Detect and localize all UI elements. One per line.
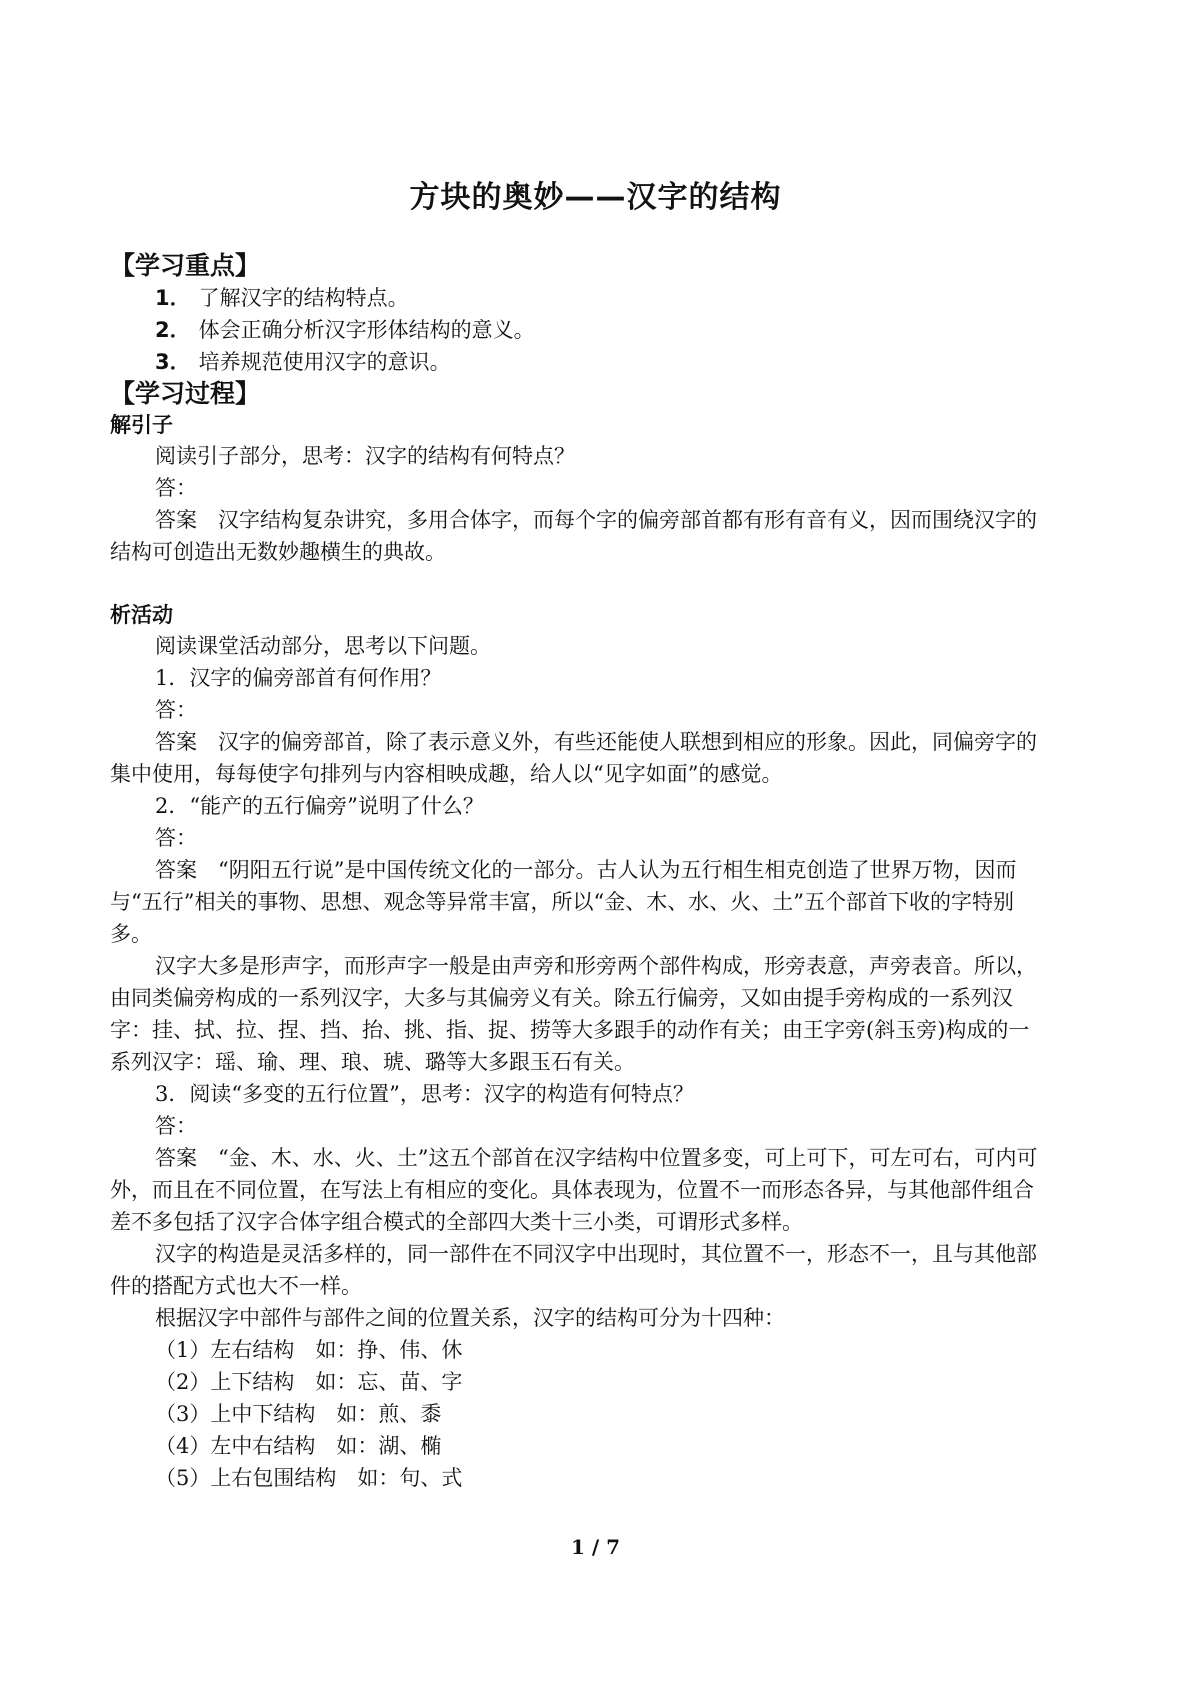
key-point-number: 2． — [155, 318, 191, 342]
key-point-item — [110, 282, 1042, 314]
spacer — [110, 568, 1042, 600]
key-point-item — [110, 314, 1042, 346]
activity-lead: 阅读课堂活动部分，思考以下问题。 — [155, 634, 491, 658]
question-2: 2．“能产的五行偏旁”说明了什么？ — [155, 794, 484, 818]
key-points-heading: 【学习重点】 — [110, 251, 261, 280]
structure-item: （4）左中右结构 如：湖、椭 — [155, 1434, 442, 1458]
key-point-number: 1． — [155, 286, 191, 310]
process-heading: 【学习过程】 — [110, 379, 261, 408]
activity-heading: 析活动 — [110, 603, 173, 627]
structure-item: （2）上下结构 如：忘、苗、字 — [155, 1370, 463, 1394]
page-title: 方块的奥妙——汉字的结构 — [409, 180, 782, 215]
structures-lead: 根据汉字中部件与部件之间的位置关系，汉字的结构可分为十四种： — [155, 1306, 785, 1330]
answer-1-label: 答： — [155, 698, 197, 722]
key-point-text: 体会正确分析汉字形体结构的意义。 — [198, 318, 535, 342]
document-body — [110, 250, 1042, 1494]
key-point-number: 3． — [155, 350, 191, 374]
answer-2-label: 答： — [155, 826, 197, 850]
question-3: 3．阅读“多变的五行位置”，思考：汉字的构造有何特点？ — [155, 1082, 694, 1106]
answer-3: 答案 “金、木、水、火、土”这五个部首在汉字结构中位置多变，可上可下，可左可右，可内可外，而且在不同位置，在写法上有相应的变化。具体表现为，位置不一而形态各异，与其他部件组合差不多包括了汉字合体字组合模式的全部四大类十三小类，可谓形式多样。 — [110, 1146, 1038, 1234]
answer-3-extra: 汉字的构造是灵活多样的，同一部件在不同汉字中出现时，其位置不一，形态不一，且与其他部件的搭配方式也大不一样。 — [110, 1242, 1037, 1298]
intro-question: 阅读引子部分，思考：汉字的结构有何特点？ — [155, 444, 575, 468]
structure-item: （3）上中下结构 如：煎、黍 — [155, 1402, 442, 1426]
answer-2: 答案 “阴阳五行说”是中国传统文化的一部分。古人认为五行相生相克创造了世界万物，因而与“五行”相关的事物、思想、观念等异常丰富，所以“金、木、水、火、土”五个部首下收的字特别多。 — [110, 858, 1017, 946]
key-point-text: 了解汉字的结构特点。 — [198, 286, 409, 310]
question-1: 1．汉字的偏旁部首有何作用？ — [155, 666, 442, 690]
structure-item: （1）左右结构 如：挣、伟、休 — [155, 1338, 463, 1362]
key-point-item — [110, 346, 1042, 378]
intro-answer-label: 答： — [155, 476, 197, 500]
answer-2-extra: 汉字大多是形声字，而形声字一般是由声旁和形旁两个部件构成，形旁表意，声旁表音。所以，由同类偏旁构成的一系列汉字，大多与其偏旁义有关。除五行偏旁，又如由提手旁构成的一系列汉字：挂、拭、拉、捏、挡、抬、挑、指、捉、捞等大多跟手的动作有关；由王字旁(斜玉旁)构成的一系列汉字：瑶、瑜、理、琅、琥、璐等大多跟玉石有关。 — [110, 954, 1037, 1074]
intro-answer: 答案 汉字结构复杂讲究，多用合体字，而每个字的偏旁部首都有形有音有义，因而围绕汉字的结构可创造出无数妙趣横生的典故。 — [110, 508, 1037, 564]
answer-3-label: 答： — [155, 1114, 197, 1138]
key-point-text: 培养规范使用汉字的意识。 — [198, 350, 451, 374]
answer-1: 答案 汉字的偏旁部首，除了表示意义外，有些还能使人联想到相应的形象。因此，同偏旁字的集中使用，每每使字句排列与内容相映成趣，给人以“见字如面”的感觉。 — [110, 730, 1037, 786]
intro-heading: 解引子 — [110, 413, 173, 437]
page-number: 1 / 7 — [570, 1535, 621, 1559]
structure-item: （5）上右包围结构 如：句、式 — [155, 1466, 463, 1490]
